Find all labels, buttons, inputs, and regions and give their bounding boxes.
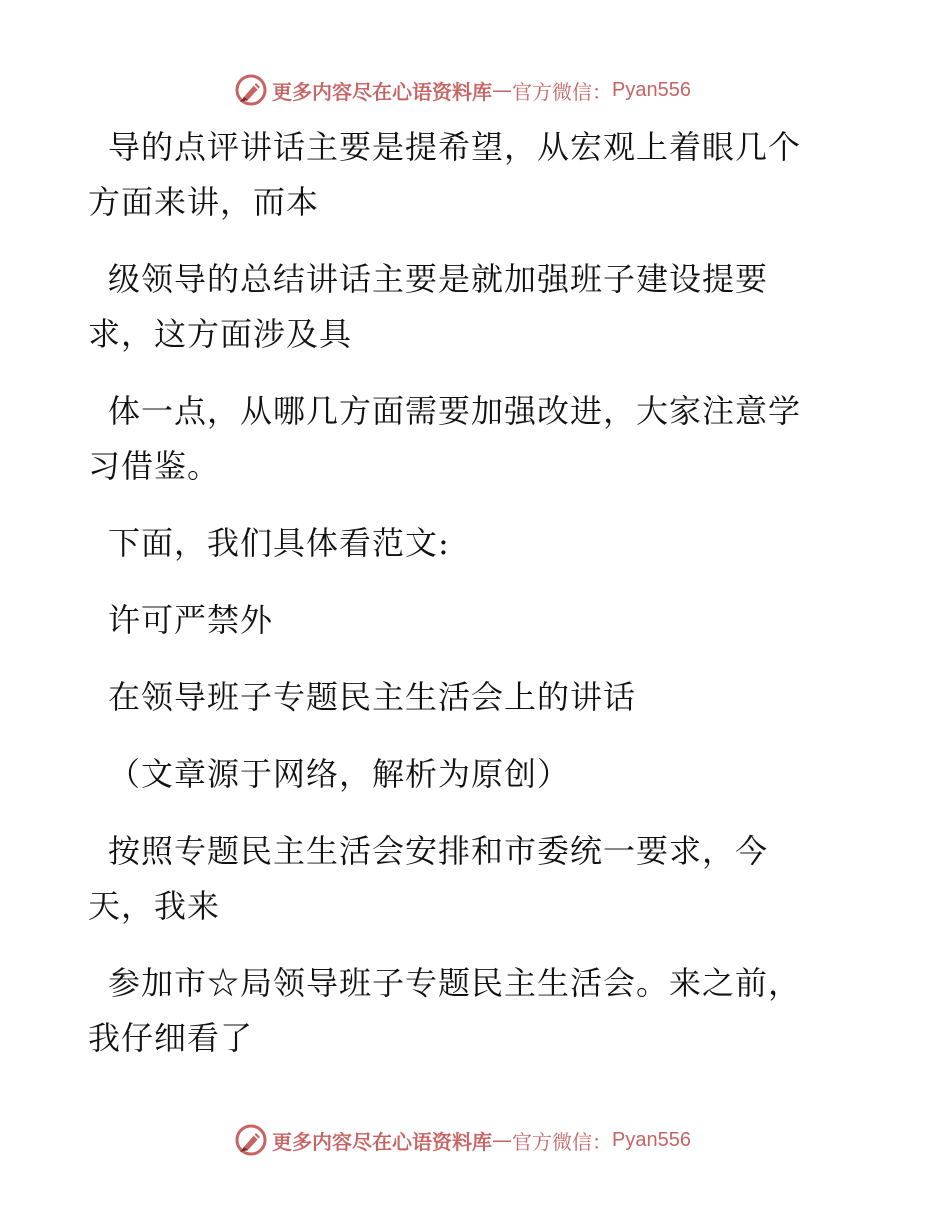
header-site-text: 更多内容尽在心语资料库 <box>272 79 492 104</box>
paragraph-4 <box>98 516 858 571</box>
document-body <box>88 120 858 1088</box>
paragraph-line: 导的点评讲话主要是提希望，从宏观上着眼几个 <box>108 128 802 166</box>
header-banner <box>234 70 691 110</box>
paragraph-line: 求，这方面涉及具 <box>88 315 353 353</box>
pen-logo-icon <box>234 73 268 107</box>
paragraph-5 <box>98 593 858 648</box>
paragraph-9 <box>88 956 858 1066</box>
footer-wechat-label: 官方微信： <box>512 1129 612 1154</box>
footer-wechat-id: Pyan556 <box>612 1128 691 1151</box>
paragraph-line: 下面，我们具体看范文: <box>108 524 450 562</box>
paragraph-6 <box>98 670 858 725</box>
paragraph-line: 许可严禁外 <box>108 601 274 639</box>
paragraph-line: （文章源于网络，解析为原创） <box>108 755 571 793</box>
footer-separator: — <box>492 1128 512 1152</box>
pen-logo-icon <box>234 1123 268 1157</box>
header-separator: — <box>492 78 512 102</box>
header-wechat-id: Pyan556 <box>612 78 691 101</box>
paragraph-8 <box>88 824 858 934</box>
paragraph-1 <box>88 120 858 230</box>
paragraph-line: 按照专题民主生活会安排和市委统一要求，今 <box>108 832 769 870</box>
paragraph-line: 我仔细看了 <box>88 1019 254 1057</box>
paragraph-line: 方面来讲，而本 <box>88 183 320 221</box>
paragraph-line: 参加市☆局领导班子专题民主生活会。来之前， <box>108 964 802 1002</box>
paragraph-2 <box>88 252 858 362</box>
paragraph-line: 级领导的总结讲话主要是就加强班子建设提要 <box>108 260 769 298</box>
footer-site-text: 更多内容尽在心语资料库 <box>272 1129 492 1154</box>
paragraph-line: 习借鉴。 <box>88 447 221 485</box>
paragraph-line: 在领导班子专题民主生活会上的讲话 <box>108 678 637 716</box>
paragraph-line: 体一点，从哪几方面需要加强改进，大家注意学 <box>108 392 802 430</box>
paragraph-7 <box>98 747 858 802</box>
paragraph-3 <box>88 384 858 494</box>
footer-banner <box>234 1120 691 1160</box>
header-wechat-label: 官方微信： <box>512 79 612 104</box>
paragraph-line: 天，我来 <box>88 887 221 925</box>
